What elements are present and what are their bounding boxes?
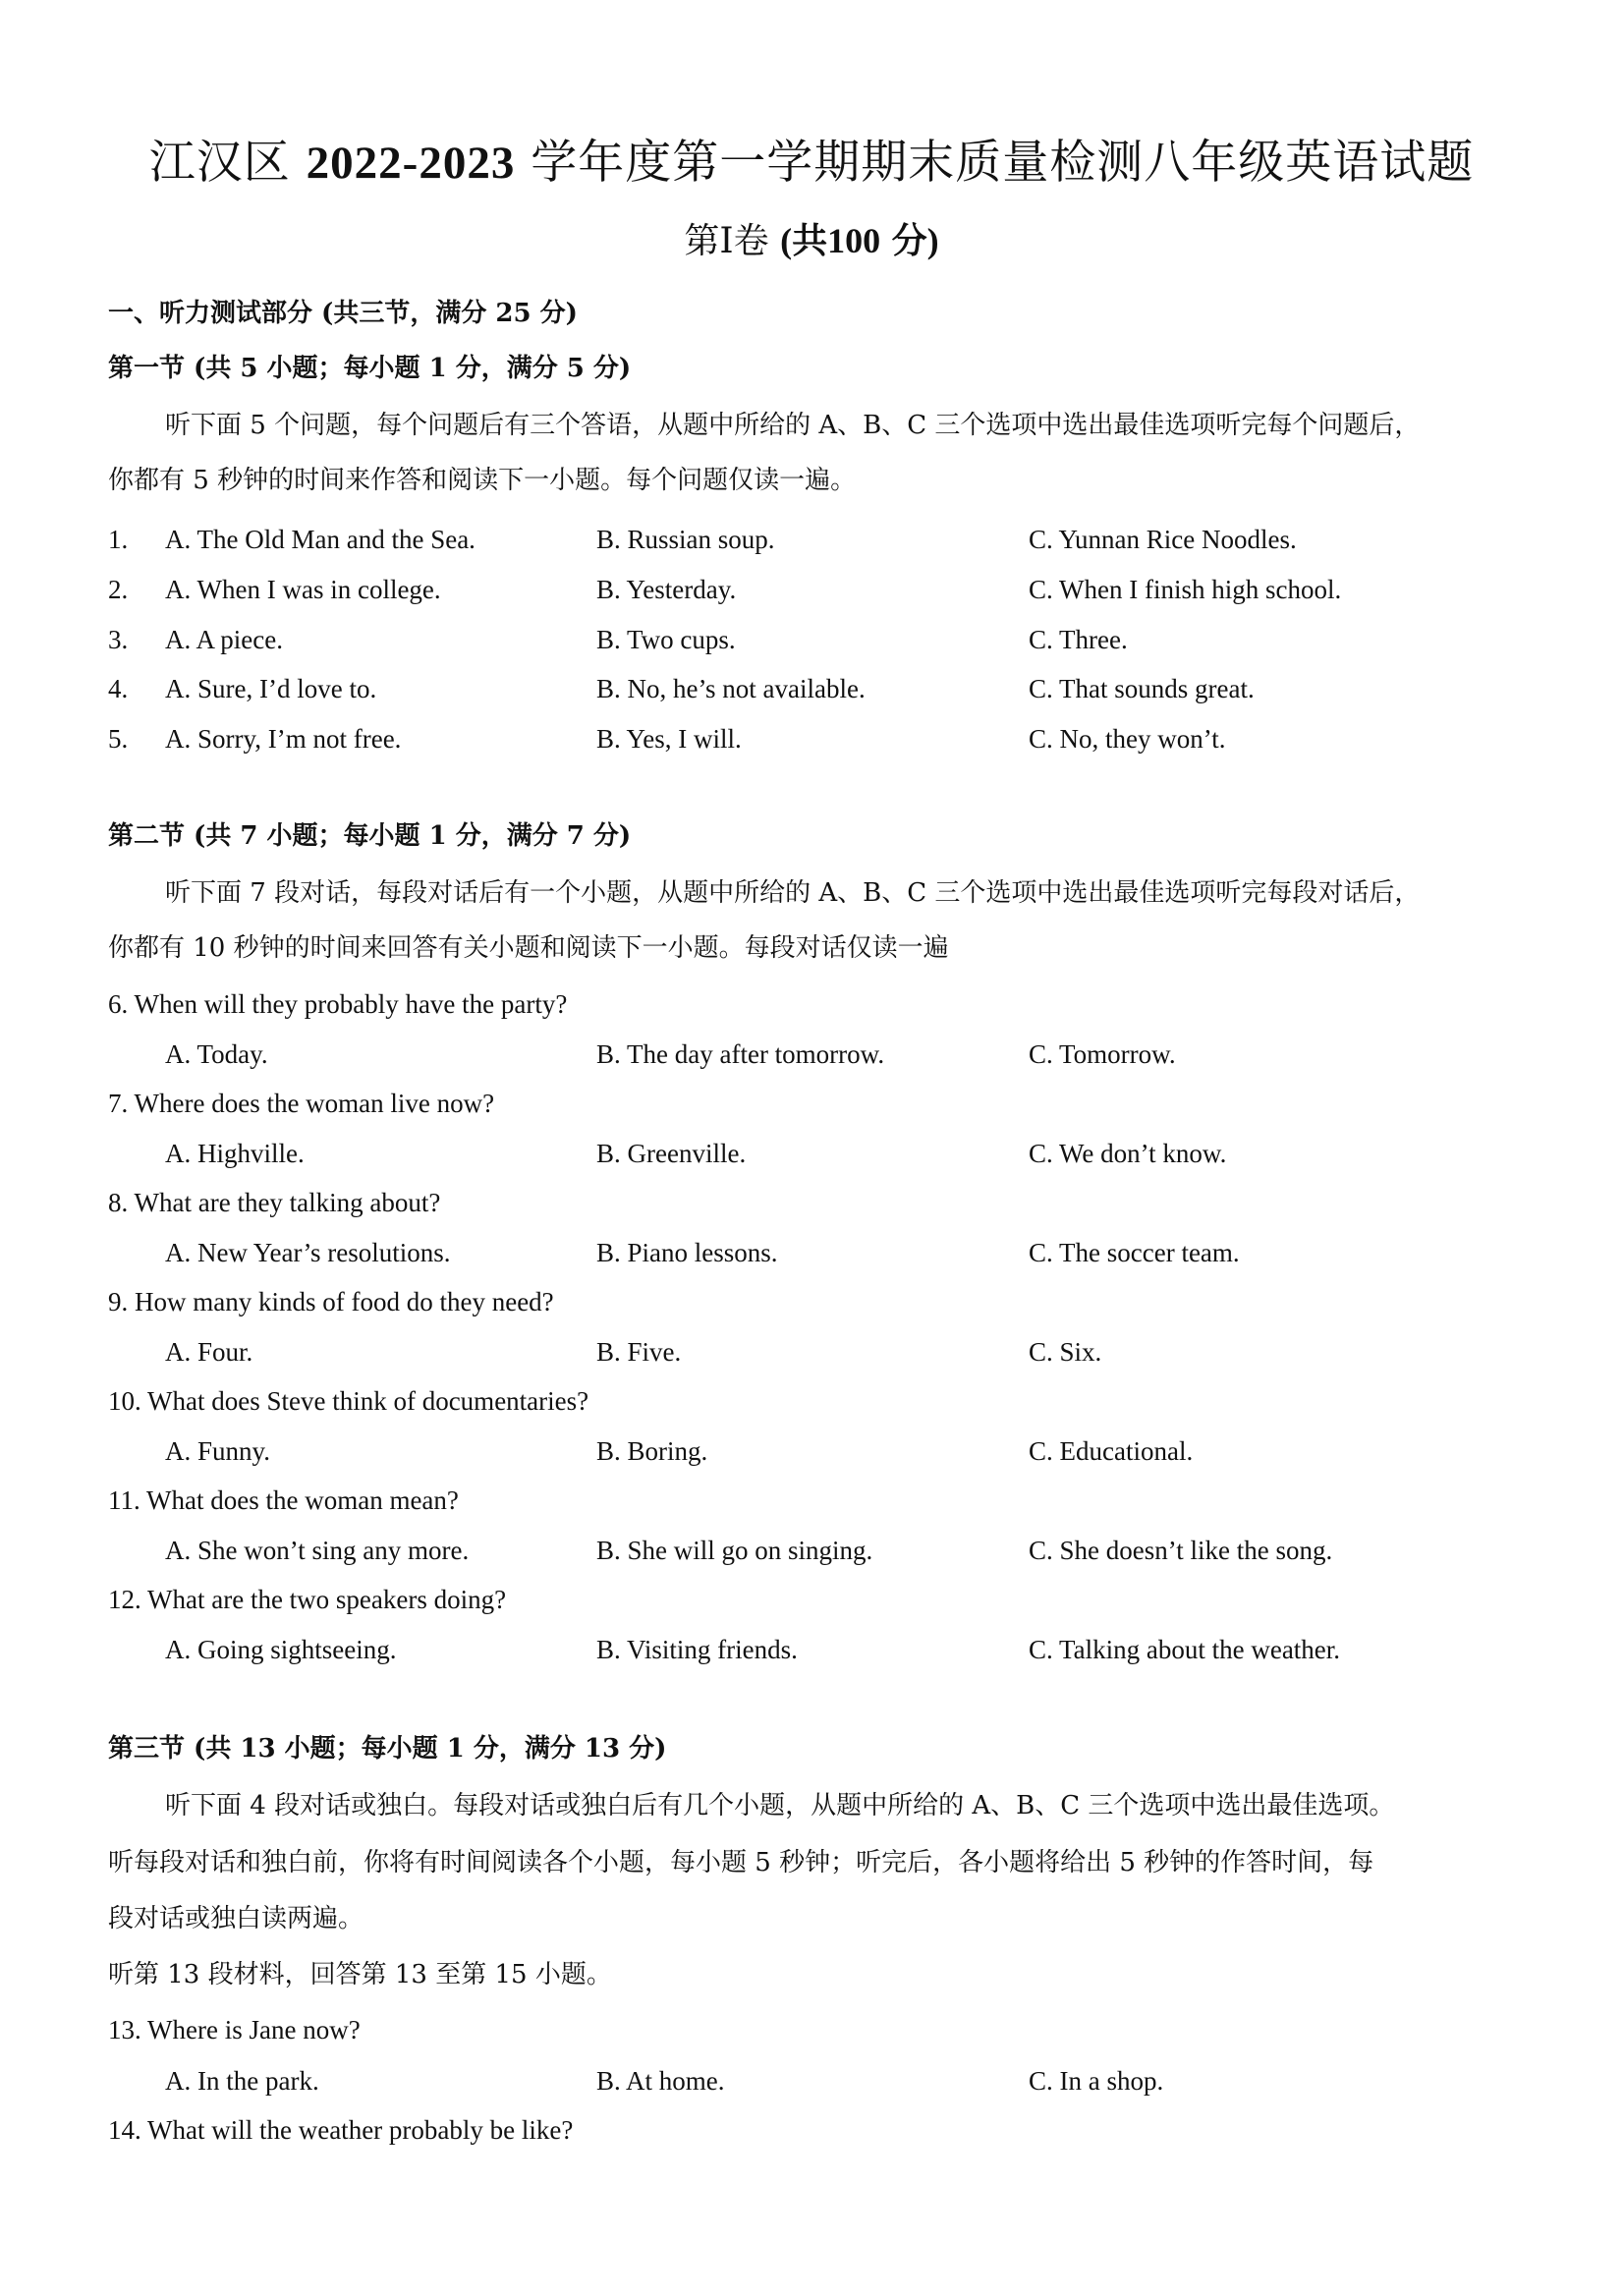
question-number: 1.	[108, 525, 129, 554]
option-a: A. In the park.	[165, 2066, 319, 2096]
question-9: 9. How many kinds of food do they need?	[108, 1287, 554, 1316]
section1-heading: 第一节 (共 5 小题；每小题 1 分，满分 5 分)	[108, 354, 632, 383]
option-b: B. Yesterday.	[596, 575, 737, 604]
section3-heading: 第三节 (共 13 小题；每小题 1 分，满分 13 分)	[108, 1734, 667, 1764]
section2-heading: 第二节 (共 7 小题；每小题 1 分，满分 7 分)	[108, 821, 632, 851]
option-a: A. Highville.	[165, 1139, 305, 1168]
option-c: C. Educational.	[1029, 1436, 1194, 1466]
option-a: A. Four.	[165, 1337, 253, 1367]
option-a: A. New Year’s resolutions.	[165, 1238, 451, 1267]
question-number: 3.	[108, 625, 129, 654]
question-number: 5.	[108, 724, 129, 754]
option-a: A. A piece.	[165, 625, 283, 654]
question-13: 13. Where is Jane now?	[108, 2015, 361, 2044]
option-c: C. No, they won’t.	[1029, 724, 1226, 754]
option-c: C. We don’t know.	[1029, 1139, 1227, 1168]
question-11: 11. What does the woman mean?	[108, 1485, 459, 1515]
option-c: C. She doesn’t like the song.	[1029, 1536, 1333, 1565]
option-b: B. No, he’s not available.	[596, 674, 866, 703]
question-6: 6. When will they probably have the party?	[108, 989, 568, 1019]
option-c: C. Yunnan Rice Noodles.	[1029, 525, 1297, 554]
option-b: B. Two cups.	[596, 625, 736, 654]
option-a: A. She won’t sing any more.	[165, 1536, 470, 1565]
question-8: 8. What are they talking about?	[108, 1188, 441, 1217]
option-b: B. Russian soup.	[596, 525, 775, 554]
paper-subtitle: 第Ⅰ卷 (共100 分)	[684, 221, 939, 261]
option-c: C. Six.	[1029, 1337, 1102, 1367]
option-c: C. That sounds great.	[1029, 674, 1255, 703]
option-c: C. Talking about the weather.	[1029, 1635, 1341, 1664]
option-b: B. Piano lessons.	[596, 1238, 778, 1267]
option-a: A. Sure, I’d love to.	[165, 674, 377, 703]
option-c: C. Three.	[1029, 625, 1128, 654]
exam-title: 江汉区 2022-2023 学年度第一学期期末质量检测八年级英语试题	[148, 136, 1475, 190]
material-note: 听第 13 段材料，回答第 13 至第 15 小题。	[108, 1960, 612, 1989]
option-a: A. When I was in college.	[165, 575, 441, 604]
option-b: B. The day after tomorrow.	[596, 1039, 885, 1069]
question-7: 7. Where does the woman live now?	[108, 1089, 495, 1118]
option-a: A. Sorry, I’m not free.	[165, 724, 402, 754]
question-14: 14. What will the weather probably be like?	[108, 2115, 574, 2145]
section3-instruction-2: 听每段对话和独白前，你将有时间阅读各个小题，每小题 5 秒钟；听完后，各小题将给出 5 秒钟的作答时间，每	[108, 1848, 1374, 1877]
section2-instruction-1: 听下面 7 段对话，每段对话后有一个小题，从题中所给的 A、B、C 三个选项中选出最佳选项听完每段对话后，	[165, 878, 1421, 908]
option-a: A. Going sightseeing.	[165, 1635, 397, 1664]
option-a: A. The Old Man and the Sea.	[165, 525, 476, 554]
option-a: A. Funny.	[165, 1436, 271, 1466]
section2-instruction-2: 你都有 10 秒钟的时间来回答有关小题和阅读下一小题。每段对话仅读一遍	[108, 933, 949, 963]
option-b: B. Greenville.	[596, 1139, 747, 1168]
section1-instruction-1: 听下面 5 个问题，每个问题后有三个答语，从题中所给的 A、B、C 三个选项中选出最佳选项听完每个问题后，	[165, 411, 1421, 440]
option-b: B. Five.	[596, 1337, 682, 1367]
option-b: B. Boring.	[596, 1436, 708, 1466]
option-c: C. The soccer team.	[1029, 1238, 1240, 1267]
question-number: 4.	[108, 674, 129, 703]
option-c: C. In a shop.	[1029, 2066, 1164, 2096]
option-c: C. Tomorrow.	[1029, 1039, 1176, 1069]
question-10: 10. What does Steve think of documentaries?	[108, 1386, 589, 1416]
option-b: B. Visiting friends.	[596, 1635, 798, 1664]
question-12: 12. What are the two speakers doing?	[108, 1585, 507, 1614]
option-a: A. Today.	[165, 1039, 268, 1069]
option-c: C. When I finish high school.	[1029, 575, 1342, 604]
section3-instruction-3: 段对话或独白读两遍。	[108, 1904, 364, 1933]
part1-heading: 一、听力测试部分 (共三节，满分 25 分)	[108, 299, 578, 328]
section1-instruction-2: 你都有 5 秒钟的时间来作答和阅读下一小题。每个问题仅读一遍。	[108, 466, 857, 495]
section3-instruction-1: 听下面 4 段对话或独白。每段对话或独白后有几个小题，从题中所给的 A、B、C 三个选项中选出最佳选项。	[165, 1791, 1395, 1820]
option-b: B. At home.	[596, 2066, 725, 2096]
option-b: B. Yes, I will.	[596, 724, 742, 754]
option-b: B. She will go on singing.	[596, 1536, 873, 1565]
question-number: 2.	[108, 575, 129, 604]
